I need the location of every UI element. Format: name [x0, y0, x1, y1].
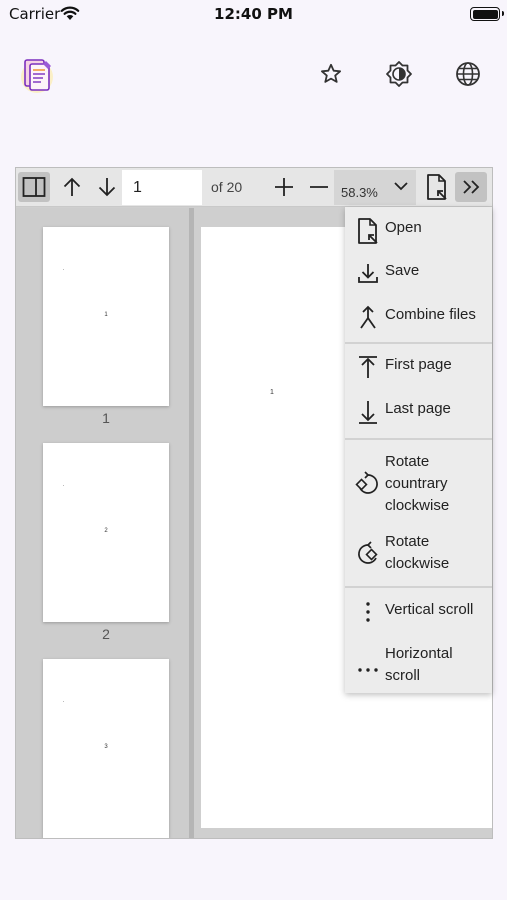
status-bar	[0, 0, 507, 30]
page-thumbnail-2[interactable]	[43, 443, 169, 622]
viewer-toolbar	[16, 168, 492, 207]
sidebar-icon	[22, 176, 46, 198]
menu-item-open[interactable]	[345, 211, 492, 251]
arrow-down-icon	[96, 176, 118, 198]
menu-item-horizontal-scroll[interactable]	[345, 639, 492, 689]
first-page-icon	[355, 354, 381, 380]
last-page-icon	[355, 399, 381, 425]
zoom-value: 58.3%	[341, 185, 378, 200]
thumbnail-label: 2	[102, 626, 110, 642]
menu-label: Rotate clockwise	[385, 533, 450, 572]
horizontal-dots-icon	[355, 653, 381, 679]
double-chevron-right-icon	[460, 177, 482, 197]
more-tools-button[interactable]	[455, 172, 487, 202]
thumbnail-mark	[63, 701, 64, 702]
plus-icon	[274, 177, 294, 197]
open-file-icon	[424, 173, 450, 201]
menu-item-rotate-clockwise[interactable]	[345, 525, 492, 583]
menu-divider	[345, 342, 492, 344]
menu-label: First page	[385, 356, 452, 373]
rotate-cw-icon	[355, 541, 381, 567]
page-thumbnail-1[interactable]	[43, 227, 169, 406]
previous-page-button[interactable]	[57, 172, 87, 202]
vertical-dots-icon	[355, 599, 381, 625]
menu-label: Save	[385, 262, 420, 279]
thumbnail-mark	[63, 269, 64, 270]
open-file-button[interactable]	[423, 172, 451, 202]
menu-label: Horizontal scroll	[385, 645, 453, 684]
thumbnail-mark	[63, 485, 64, 486]
menu-item-save[interactable]	[345, 255, 492, 295]
menu-label: Last page	[385, 400, 451, 417]
sidebar-toggle-button[interactable]	[18, 172, 50, 202]
minus-icon	[309, 177, 329, 197]
globe-icon	[455, 61, 481, 87]
page-number-input[interactable]	[122, 170, 202, 205]
menu-label: Open	[385, 219, 422, 236]
thumbnail-page-text: 2	[104, 528, 108, 534]
star-icon	[319, 62, 343, 86]
thumbnail-label: 1	[102, 410, 110, 426]
favorite-button[interactable]	[317, 60, 345, 88]
chevron-down-icon	[392, 177, 410, 195]
next-page-button[interactable]	[92, 172, 122, 202]
carrier-label: Carrier	[9, 5, 61, 23]
page-total-label: of 20	[211, 179, 243, 195]
language-button[interactable]	[454, 60, 482, 88]
page-thumbnail-3[interactable]	[43, 659, 169, 838]
menu-item-last-page[interactable]	[345, 393, 492, 435]
merge-icon	[355, 304, 381, 330]
arrow-up-icon	[61, 176, 83, 198]
thumbnail-page-text: 1	[104, 312, 108, 318]
zoom-select[interactable]	[334, 170, 416, 205]
pdf-app-logo[interactable]	[17, 55, 57, 95]
battery-icon	[470, 7, 500, 21]
page-text: 1	[270, 389, 274, 396]
menu-divider	[345, 586, 492, 588]
zoom-out-button[interactable]	[305, 172, 333, 202]
menu-item-vertical-scroll[interactable]	[345, 593, 492, 633]
menu-label: Combine files	[385, 306, 476, 323]
theme-toggle-button[interactable]	[385, 60, 413, 88]
menu-item-first-page[interactable]	[345, 349, 492, 391]
theme-icon	[385, 60, 413, 88]
rotate-ccw-icon	[355, 471, 381, 497]
thumbnail-sidebar[interactable]	[16, 208, 194, 838]
menu-divider	[345, 438, 492, 440]
open-file-icon	[355, 218, 381, 244]
thumbnail-page-text: 3	[104, 744, 108, 750]
status-time: 12:40 PM	[214, 5, 293, 23]
download-icon	[355, 260, 381, 286]
zoom-in-button[interactable]	[270, 172, 298, 202]
menu-item-combine-files[interactable]	[345, 299, 492, 339]
menu-item-rotate-counterclockwise[interactable]	[345, 445, 492, 521]
more-tools-menu	[345, 207, 492, 693]
menu-label: Vertical scroll	[385, 601, 474, 618]
menu-label: Rotate countrary clockwise	[385, 453, 450, 514]
